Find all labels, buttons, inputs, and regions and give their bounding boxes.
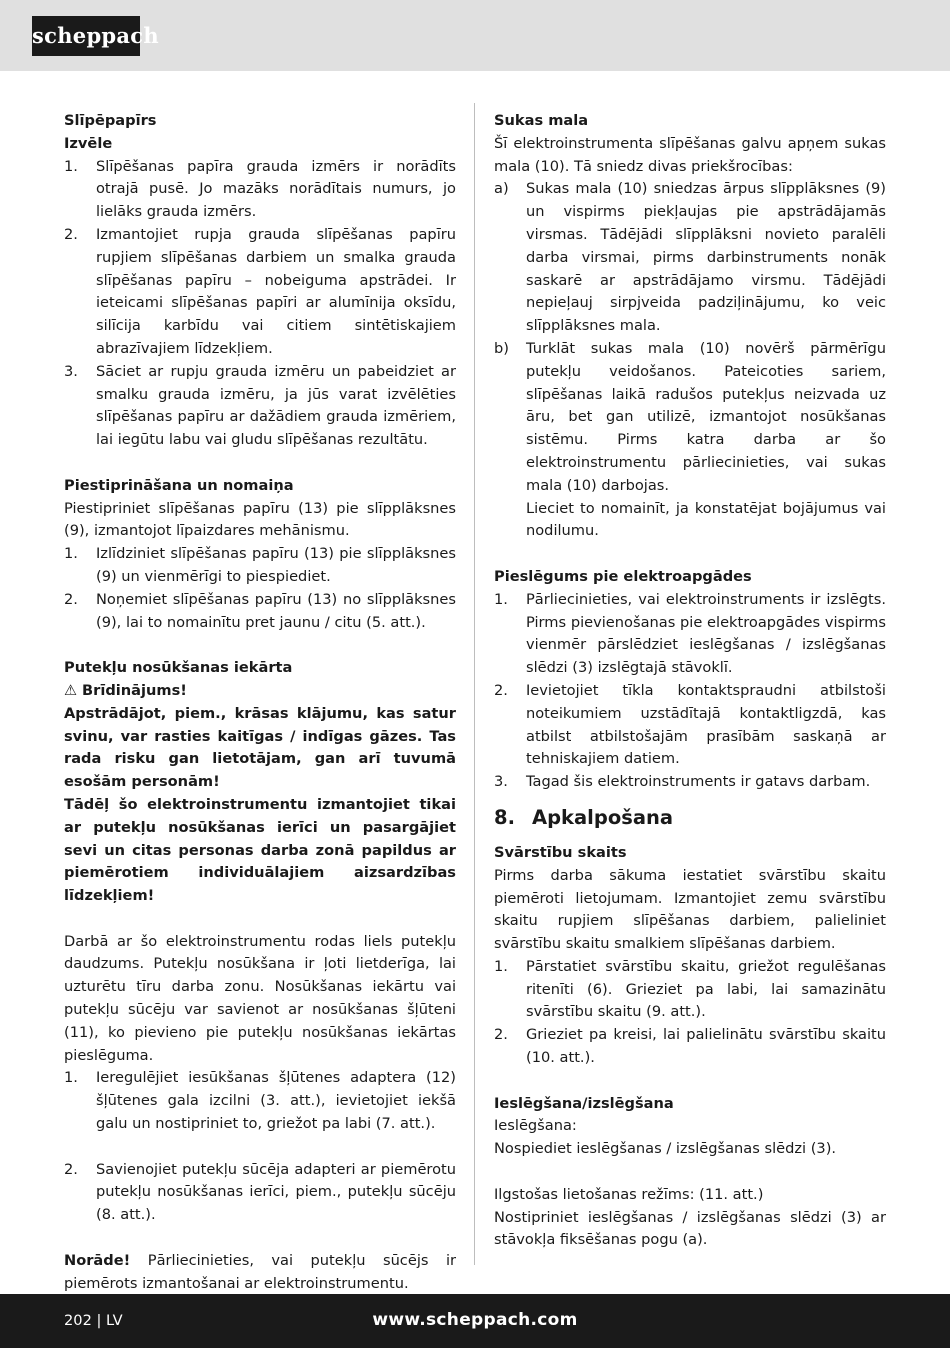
- warning-label: Brīdinājums!: [82, 681, 187, 699]
- page-footer: [0, 1294, 950, 1348]
- list-item: [494, 771, 886, 794]
- list-item: [64, 1159, 456, 1227]
- list-item: [64, 543, 456, 589]
- list-item: [64, 1067, 456, 1135]
- section-title-sanding-paper: Slīpēpapīrs: [64, 112, 157, 129]
- list-marker: 2.: [494, 681, 508, 699]
- paragraph: Nostipriniet ieslēgšanas / izslēgšanas slēdzi (3) ar stāvokļa fiksēšanas pogu (a).: [494, 1208, 886, 1249]
- list-item: [64, 589, 456, 635]
- list-marker: a): [494, 180, 509, 198]
- dust-list-continued: [64, 1159, 456, 1227]
- warning-triangle-icon: ⚠: [64, 681, 78, 699]
- warning-text: Tādēļ šo elektroinstrumentu izmantojiet tikai ar putekļu nosūkšanas ierīci un pasargājiet sevi un citas personas darba zonā papildus ar piemērotiem individuālajiem aizsardzības līdzekļiem!: [64, 795, 456, 905]
- list-item: [494, 680, 886, 771]
- list-item-text: Savienojiet putekļu sūcēja adapteri ar piemērotu putekļu nosūkšanas ierīci, piem., putekļu sūcēju (8. att.).: [96, 1160, 456, 1224]
- left-column: [64, 110, 456, 1295]
- list-item-text: Turklāt sukas mala (10) novērš pārmērīgu putekļu veidošanos. Pateicoties sariem, slīpēšanas laikā radušos putekļus neizvada uz āru, bet gan utilizē, izmantojot nosūkšanas sistēmu. Pirms katra darba ar šo elektroinstrumentu pārliecinieties, vai sukas mala (10) darbojas.: [526, 339, 886, 494]
- page-header: [0, 0, 950, 71]
- list-item: [64, 361, 456, 452]
- list-item-text: Izlīdziniet slīpēšanas papīru (13) pie slīpplāksnes (9) un vienmērīgi to piespiediet.: [96, 545, 456, 585]
- power-list: [494, 589, 886, 794]
- column-divider: [474, 103, 475, 1265]
- paragraph: Pirms darba sākuma iestatiet svārstību skaitu piemēroti lietojumam. Izmantojiet zemu svārstību skaitu rupjiem slīpēšanas darbiem, palieliniet svārstību skaitu smalkiem slīpēšanas darbiem.: [494, 866, 886, 953]
- website-link[interactable]: www.scheppach.com: [372, 1310, 578, 1330]
- paragraph: Ieslēgšana:: [494, 1117, 577, 1135]
- list-marker: 1.: [494, 590, 508, 608]
- list-item: [494, 589, 886, 680]
- logo-text: scheppach: [32, 23, 159, 48]
- list-item-text: Tagad šis elektroinstruments ir gatavs darbam.: [526, 773, 871, 791]
- list-marker: 3.: [64, 362, 78, 380]
- chapter-heading: [494, 805, 886, 831]
- list-marker: b): [494, 339, 509, 357]
- list-item: [64, 156, 456, 224]
- list-marker: 2.: [64, 225, 78, 243]
- list-item-text: Izmantojiet rupja grauda slīpēšanas papīru rupjiem slīpēšanas darbiem un smalka grauda slīpēšanas papīru – nobeiguma apstrādei. Ir ieteicami slīpēšanas papīri ar alumīnija oksīdu, silīcija karbīdu vai citiem sintētiskajiem abrazīvajiem līdzekļiem.: [96, 225, 456, 357]
- list-item-text: Grieziet pa kreisi, lai palielinātu svārstību skaitu (10. att.).: [526, 1026, 886, 1067]
- list-item-text: Ievietojiet tīkla kontaktspraudni atbilstoši noteikumiem uzstādītajā kontaktligzdā, kas atbilst atbilstošajām prasībām saskaņā ar tehniskajiem datiem.: [526, 681, 886, 768]
- list-marker: 1.: [64, 1069, 78, 1087]
- list-marker: 3.: [494, 773, 508, 791]
- section-title-on-off: Ieslēgšana/izslēgšana: [494, 1094, 674, 1112]
- list-marker: 1.: [64, 157, 78, 175]
- warning-heading: [64, 680, 456, 703]
- section-subtitle-selection: Izvēle: [64, 134, 113, 152]
- paragraph: Šī elektroinstrumenta slīpēšanas galvu apņem sukas mala (10). Tā sniedz divas priekšrocības:: [494, 134, 886, 175]
- chapter-title: Apkalpošana: [532, 805, 674, 829]
- list-item: [494, 338, 886, 543]
- list-item-text: Noņemiet slīpēšanas papīru (13) no slīpplāksnes (9), lai to nomainītu pret jaunu / citu (5. att.).: [96, 590, 456, 631]
- list-marker: 1.: [64, 545, 78, 563]
- list-item-text: Pārstatiet svārstību skaitu, griežot regulēšanas ritenīti (6). Grieziet pa labi, lai samazinātu svārstību skaitu (9. att.).: [526, 957, 886, 1021]
- section-title-power-connection: Pieslēgums pie elektroapgādes: [494, 567, 752, 585]
- section-title-brush-edge: Sukas mala: [494, 112, 589, 129]
- note-label: Norāde!: [64, 1251, 131, 1269]
- note-paragraph: [64, 1250, 456, 1296]
- section-title-dust-extraction: Putekļu nosūkšanas iekārta: [64, 659, 293, 677]
- list-item: [64, 224, 456, 361]
- list-item: [494, 1024, 886, 1070]
- brush-list: [494, 178, 886, 543]
- list-item: [494, 178, 886, 338]
- paragraph: Piestipriniet slīpēšanas papīru (13) pie slīpplāksnes (9), izmantojot līpaizdares mehānismu.: [64, 499, 456, 540]
- list-marker: 2.: [64, 590, 78, 608]
- paragraph: Darbā ar šo elektroinstrumentu rodas liels putekļu daudzums. Putekļu nosūkšana ir ļoti lietderīga, lai uzturētu tīru darba zonu. Nosūkšanas iekārtu vai putekļu sūcēju var savienot ar nosūkšanas šļūteni (11), ko pievieno pie putekļu nosūkšanas iekārtas pieslēguma.: [64, 932, 456, 1064]
- paragraph: Ilgstošas lietošanas režīms: (11. att.): [494, 1185, 764, 1203]
- list-item-text: Ieregulējiet iesūkšanas šļūtenes adaptera (12) šļūtenes gala izcilni (3. att.), ievietojiet iekšā galu un nostipriniet to, griežot pa labi (7. att.).: [96, 1069, 456, 1133]
- selection-list: [64, 156, 456, 452]
- right-column: [494, 110, 886, 1252]
- chapter-number: 8.: [494, 805, 515, 829]
- list-item-text: Sāciet ar rupju grauda izmēru un pabeidziet ar smalku grauda izmēru, ja jūs varat izvēlēties slīpēšanas papīru ar dažādiem grauda izmēriem, lai iegūtu labu vai gludu slīpēšanas rezultātu.: [96, 362, 456, 449]
- list-marker: 1.: [494, 957, 508, 975]
- attach-list: [64, 543, 456, 634]
- list-item-text: Pārliecinieties, vai elektroinstruments ir izslēgts. Pirms pievienošanas pie elektroapgādes vispirms vienmēr pārslēdziet ieslēgšanas / izslēgšanas slēdzi (3) izslēgtajā stāvoklī.: [526, 590, 886, 677]
- section-title-oscillation-rate: Svārstību skaits: [494, 843, 627, 861]
- list-item-extra-text: Lieciet to nomainīt, ja konstatējat bojājumus vai nodilumu.: [526, 499, 886, 540]
- oscillation-list: [494, 956, 886, 1070]
- list-item-text: Slīpēšanas papīra grauda izmērs ir norādīts otrajā pusē. Jo mazāks norādītais numurs, jo lielāks grauda izmērs.: [96, 157, 456, 221]
- note-text: Pārliecinieties, vai putekļu sūcējs ir piemērots izmantošanai ar elektroinstrumentu.: [64, 1251, 456, 1292]
- warning-text: Apstrādājot, piem., krāsas klājumu, kas satur svinu, var rasties kaitīgas / indīgas gāzes. Tas rada risku gan lietotājam, gan arī tuvumā esošām personām!: [64, 704, 456, 791]
- list-item: [494, 956, 886, 1024]
- list-marker: 2.: [64, 1160, 78, 1178]
- page-number: 202 | LV: [64, 1312, 123, 1329]
- paragraph: Nospiediet ieslēgšanas / izslēgšanas slēdzi (3).: [494, 1140, 837, 1158]
- dust-list: [64, 1067, 456, 1135]
- scheppach-logo: [32, 16, 159, 56]
- section-title-attach-replace: Piestiprināšana un nomaiņa: [64, 476, 294, 494]
- list-marker: 2.: [494, 1026, 508, 1044]
- list-item-text: Sukas mala (10) sniedzas ārpus slīpplāksnes (9) un vispirms piekļaujas pie apstrādājamās virsmas. Tādējādi slīpplāksni novieto paralēli darba virsmai, pirms darbinstruments nonāk saskarē ar apstrādājamo virsmu. Tādējādi nepieļauj sirpjveida padziļinājumu, ko veic slīpplāksnes mala.: [526, 180, 886, 335]
